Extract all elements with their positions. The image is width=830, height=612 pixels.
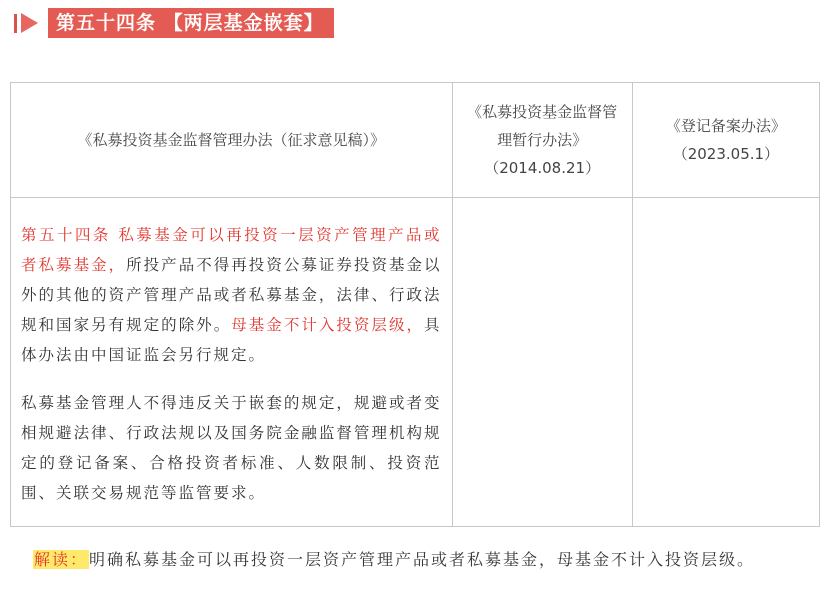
article-text-1: 所投产品不得再投资公募证券投资基金以外的其他的资产管理产品或者私募基金，法律、行政法规和国家另有规定的除外。 xyxy=(21,256,442,334)
interpretation xyxy=(33,544,803,576)
header-registration-measures xyxy=(632,83,819,198)
article-paragraph-1 xyxy=(21,220,442,370)
section-title xyxy=(12,8,334,38)
article-highlight-text: 母基金不计入投资层级， xyxy=(231,316,424,334)
comparison-table xyxy=(10,82,820,527)
article-paragraph-2: 私募基金管理人不得违反关于嵌套的规定，规避或者变相规避法律、行政法规以及国务院金融监督管理机构规定的登记备案、合格投资者标准、人数限制、投资范围、关联交易规范等监管要求。 xyxy=(21,394,442,502)
interpretation-text: 明确私募基金可以再投资一层资产管理产品或者私募基金，母基金不计入投资层级。 xyxy=(89,550,756,569)
header-registration-measures-text: 《登记备案办法》 （2023.05.1） xyxy=(665,117,786,163)
cell-interim-measures xyxy=(452,198,632,527)
title-banner: 第五十四条 【两层基金嵌套】 xyxy=(48,8,334,38)
header-row xyxy=(11,83,820,198)
header-draft-measures-text: 《私募投资基金监督管理办法（征求意见稿）》 xyxy=(77,131,386,149)
content-row xyxy=(11,198,820,527)
article-text-2: 具体办法由中国证监会另行规定。 xyxy=(21,316,442,364)
header-interim-measures xyxy=(452,83,632,198)
header-draft-measures xyxy=(11,83,453,198)
cell-draft-measures xyxy=(11,198,453,527)
article-heading-text: 第五十四条 私募基金可以再投资一层资产管理产品或者私募基金， xyxy=(21,226,442,274)
interpretation-label: 解读： xyxy=(34,550,89,569)
play-arrow-icon xyxy=(12,8,42,38)
header-interim-measures-text: 《私募投资基金监督管理暂行办法》 （2014.08.21） xyxy=(467,103,618,177)
cell-registration-measures xyxy=(632,198,819,527)
